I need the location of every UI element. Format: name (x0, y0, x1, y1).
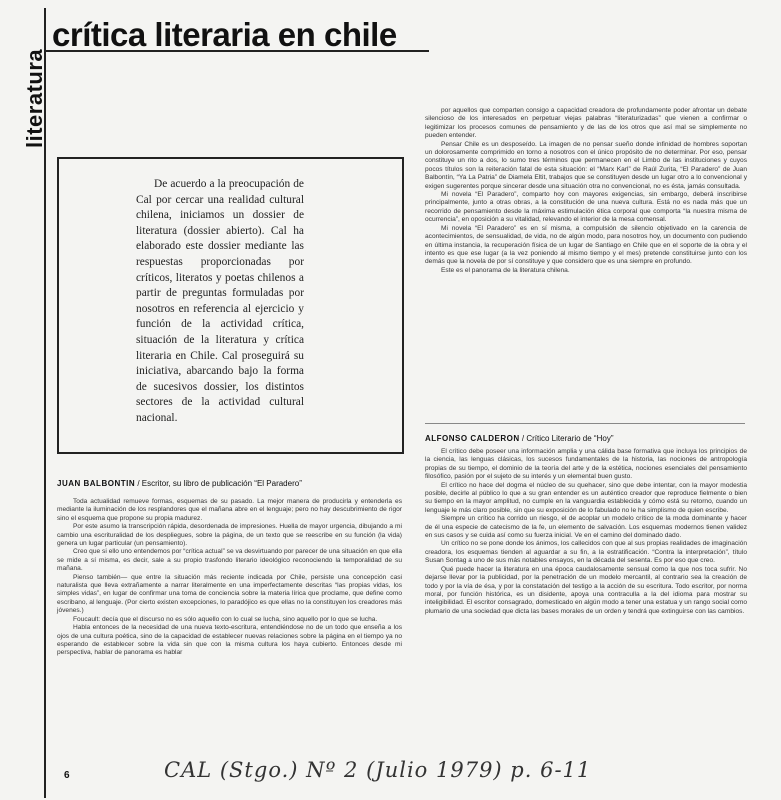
paragraph: Mi novela “El Paradero”, comparto hoy con mayores exigencias, sin embargo, deberá inscribirse principalmente, junto a otras obras, a la constitución de una nueva cultura. Está no es nada más que un recorrido de pensamiento desde la máxima estimulación ética corporal que comporta “la nuestra misma de ocurrencia”, en oposición a su vitalidad, relevando el interior de la mesa comensal. (425, 191, 747, 224)
paragraph: El crítico debe poseer una información amplia y una cálida base formativa que incluya los principios de la ciencia, las lenguas clásicas, los sucesos fundamentales de la historia, las nociones de antropología propias de su tiempo, el dominio de la teoría del arte y de la estética, nociones esenciales del pensamiento filosófico, pasión por el sujeto de su interés y un elemental buen gusto. (425, 448, 747, 481)
paragraph: Pienso también— que entre la situación más reciente indicada por Chile, persiste una concepción casi naturalista que lleva extrañamente a narrar literalmente en una imperfectamente descritas “las propias vidas, los simples vidas”, en lugar de confirmar una toma de conciencia sobre la materia lírica que proclame, que define como escribano, al lenguaje. (Por cierto existen excepciones, lo paradójico es que ellas no la constituyen los creadores más jóvenes.) (57, 573, 402, 615)
paragraph: Siempre un crítico ha corrido un riesgo, el de acoplar un modelo crítico de la moda dominante y hacer de él una especie de catecismo de la fe, un elemento de salvación. Los esquemas modernos tienen validez en sus casos y se cuida así como su fuerza inicial. Ve en el camino del dominado dado. (425, 515, 747, 540)
paragraph: Qué puede hacer la literatura en una época caudalosamente sensual como la que nos toca sufrir. No dejarse llevar por la publicidad, por la penetración de un modelo mercantil, al contrario sea la creación de todo y por la vía de ésa, y por la constatación del testigo a la acción de su escritura. Todo escritor, por norma moral, por función histórica, es un disidente, apoya una contraculla a la del idioma para mostrar su inteligibilidad. El escritor consagrado, domesticado en algún modo a tener una estatua y un rango social como plumario de una sociedad que dicta las bases morales de un orden y tendrá que extinguirse con las cambios. (425, 565, 747, 615)
paragraph: Por este asumo la transcripción rápida, desordenada de impresiones. Huella de mayor urgencia, dibujando a mi cambio una escrituralidad de los despliegues, sobre la página, de un texto que se reescribe en su función (la vida) genera un lugar particular (un pensamiento). (57, 523, 402, 548)
byline-balbontin (57, 479, 302, 488)
paragraph: Mi novela “El Paradero” es en sí misma, a compulsión de silencio objetivado en la carencia de acontecimientos, de sensualidad, de vida, no de algún modo, para nosotros hoy, un documento con pudiendo en última instancia, la recuperación física de un lugar de Santiago en Chile que en el soporte de la obra y el intento es que ese lugar (a la vez poniendo al mismo tiempo y el mes) pretende constituirse junto con los demás que la novela de por sí constituye y que considero que es una siempre en profundo. (425, 224, 747, 266)
paragraph: Habla entonces de la necesidad de una nueva texto-escritura, entendiéndose no de un todo que enseña a los ojos de una cultura poética, sino de la capacidad de establecer nuevas relaciones sobre la página en el tiempo ya no esperando de establecer sobre la vida sin que con la misma cultura los haya cubierto. Entonces desde mi perspectiva, hablar de panorama es hablar (57, 624, 402, 657)
page-title: crítica literaria en chile (52, 16, 397, 53)
author-role: / Crítico Literario de “Hoy” (519, 434, 614, 443)
handwritten-citation: CAL (Stgo.) Nº 2 (Julio 1979) p. 6-11 (164, 758, 592, 782)
paragraph: Toda actualidad remueve formas, esquemas de su pasado. La mejor manera de producirla y entenderla es mediante la iluminación de los resplandores que el mañana abre en el lenguaje; pero no hay descubrimiento de rigor sino el esquema que propone su propia madurez. (57, 498, 402, 522)
left-column-text (57, 498, 402, 658)
paragraph: Un crítico no se pone donde los ánimos, los callecidos con que al sus propias realidades de imaginación creadora, los esquemas tienden al aguardar a su fin, a la estratificación. “Contra la interpretación”, título Susan Sontag a uno de sus más notables ensayos, en la década del sesenta. Es por eso que creo. (425, 540, 747, 565)
author-name: ALFONSO CALDERON (425, 434, 520, 443)
paragraph: Creo que si ello uno entendemos por “crítica actual” se va desvirtuando por parecer de una situación en que ella se mide a sí misma, es decir, sale a su propio trasfondo literario ideológico reconociendo la temporalidad de su mañana. (57, 548, 402, 573)
section-divider (425, 423, 745, 424)
section-label (4, 20, 47, 150)
intro-paragraph: De acuerdo a la preocupación de Cal por cercar una realidad cultural chilena, iniciamos un dossier de literatura (dossier abierto). Cal ha elaborado este dossier mediante las respuestas proporcionadas por críticos, literatos y poetas chilenos a partir de preguntas formuladas por nosotros en referencia al ejercicio y función de la actividad crítica, situación de la literatura y crítica literaria en Chile. Cal proseguirá su iniciativa, abarcando bajo la forma de sucesivos dossier, los distintos sectores de la actividad cultural nacional. (136, 178, 304, 424)
right-bottom-column-text (425, 448, 747, 616)
paragraph: por aquellos que comparten consigo a capacidad creadora de profundamente poder afrontar un debate silencioso de los interesados en perpetuar viejas palabras “literaturizadas” que vienen a confirmar o legitimizar los procesos comunes de pensamiento y de las de los otros que así mal se simplemente no pueden entender. (425, 107, 747, 140)
section-label-text: literatura (22, 48, 47, 148)
page-number: 6 (64, 770, 70, 781)
byline-calderon (425, 434, 613, 443)
author-role: / Escritor, su libro de publicación “El Paradero” (135, 479, 302, 488)
paragraph: Foucault: decía que el discurso no es sólo aquello con lo cual se lucha, sino aquello por lo que se lucha. (73, 615, 378, 623)
paragraph: El crítico no hace del dogma el núcleo de su quehacer, sino que debe intentar, con la mayor modestia posible, decirle al público lo que a su gran entender es un auténtico creador que reproduce fielmente o bien su tiempo en la mayor amplitud, no cumple en la vanguardia establecida y cómo está su retorno, cuando un lenguaje le más claro posible, sin que su exposición de lo fabulado no le ha simplismo de quien escribe. (425, 481, 747, 514)
paragraph: Pensar Chile es un desposeído. La imagen de no pensar sueño donde infinidad de hombres soportan un dolorosamente comprimido en torno a nosotros con el único propósito de no determinar. Por eso, pensar constituye un rito a dos, lo sumo tres términos que permanecen en el Limbo de las instituciones y cuyos pocos títulos son la reiteración fatal de esta situación: el “Marx Karl” de Raúl Zurita, “El Paradero” de Juan Balbontín, “Ya La Patria” de Diamela Eltit, trabajos que se constituyen desde un lugar otro a lo convencional y exigen sugerentes porque sincerar desde una situación otra no convencional, no es ésta, jamás consultada. (425, 140, 747, 190)
right-top-column-text (425, 107, 747, 275)
paragraph: Este es el panorama de la literatura chilena. (441, 266, 570, 274)
author-name: JUAN BALBONTIN (57, 479, 136, 488)
